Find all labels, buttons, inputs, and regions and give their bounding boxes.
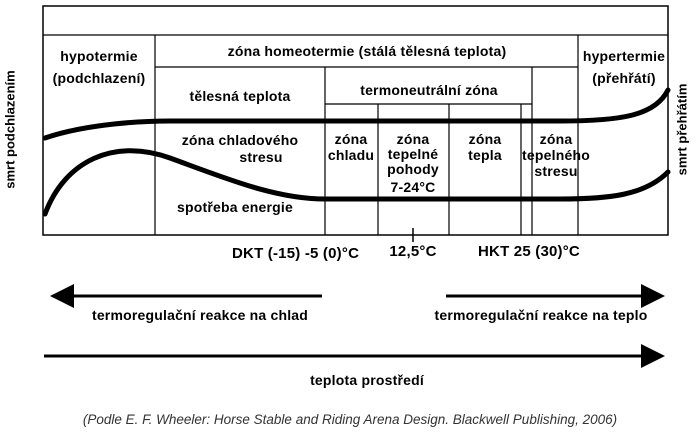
upper-critical-temperature: HKT 25 (30)°C	[478, 243, 580, 260]
cold-zone-label-line2: chladu	[327, 147, 375, 163]
warm-zone-label: zóna	[468, 131, 502, 147]
ambient-temperature-label: teplota prostředí	[310, 372, 424, 388]
hypothermia-label: hypotermie	[60, 48, 138, 64]
comfort-zone-label-line2: tepelné	[387, 146, 439, 162]
energy-consumption-label: spotřeba energie	[176, 199, 294, 215]
comfort-zone-range: 7-24°C	[390, 179, 436, 195]
comfort-zone-label-line3: pohody	[387, 161, 439, 177]
hypothermia-subtitle: (podchlazení)	[52, 70, 146, 86]
cold-stress-label: zóna chladového	[181, 132, 299, 148]
death-hyperthermia-label: smrt přehřátím	[674, 83, 690, 176]
thermoneutral-label: termoneutrální zóna	[360, 82, 498, 98]
cold-zone-label: zóna	[334, 131, 368, 147]
heat-stress-label-line3: stresu	[534, 163, 578, 179]
middle-temperature: 12,5°C	[389, 243, 437, 260]
comfort-zone-label: zóna	[396, 131, 430, 147]
hyperthermia-label: hypertermie	[582, 48, 666, 64]
hyperthermia-subtitle: (přehřátí)	[592, 70, 656, 86]
heat-reaction-label: termoregulační reakce na teplo	[434, 307, 648, 323]
lower-critical-temperature: DKT (-15) -5 (0)°C	[232, 245, 360, 262]
source-caption: (Podle E. F. Wheeler: Horse Stable and Riding Arena Design. Blackwell Publishing, 2006)	[82, 412, 618, 427]
heat-stress-label-line2: tepelného	[522, 147, 590, 163]
heat-stress-label: zóna	[539, 131, 573, 147]
warm-zone-label-line2: tepla	[468, 147, 502, 163]
homeothermy-label: zóna homeotermie (stálá tělesná teplota)	[227, 43, 507, 59]
cold-reaction-label: termoregulační reakce na chlad	[91, 307, 309, 323]
death-hypothermia-label: smrt podchlazením	[2, 70, 18, 189]
cold-stress-label-line2: stresu	[239, 149, 283, 165]
body-temperature-label: tělesná teplota	[189, 88, 291, 104]
